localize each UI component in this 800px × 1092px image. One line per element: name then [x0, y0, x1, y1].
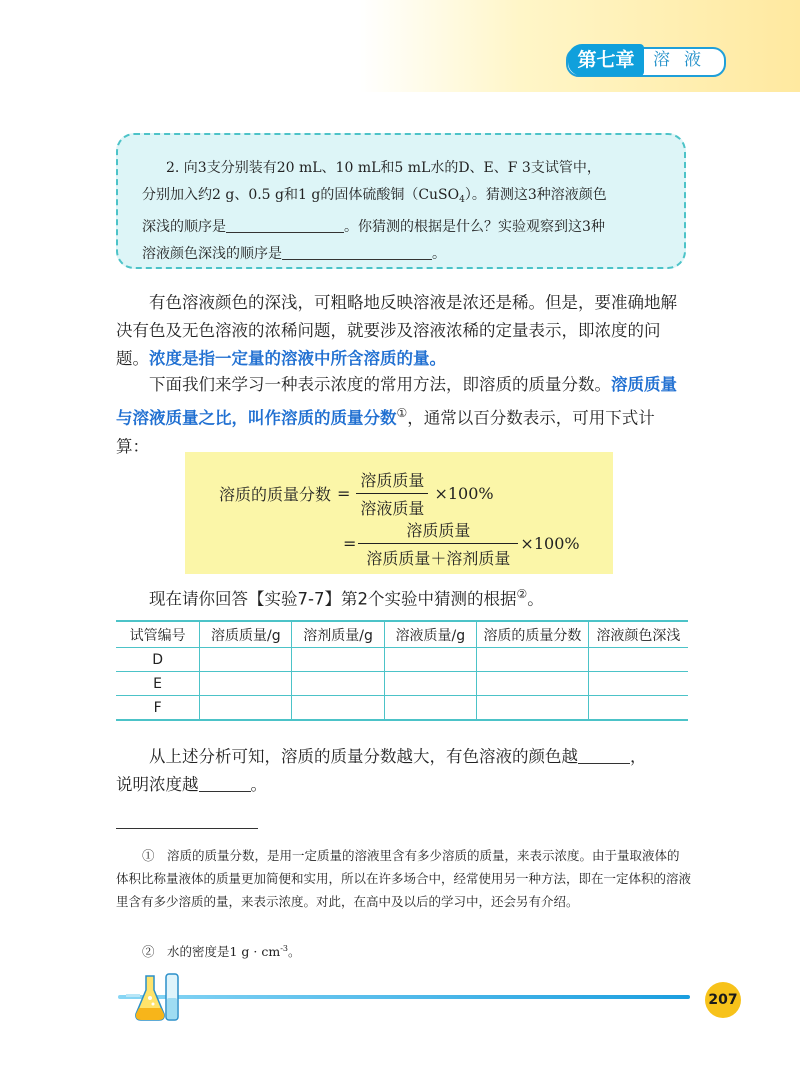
question-line-1: 2. 向3支分别装有20 mL、10 mL和5 mL水的D、E、F 3支试管中，	[166, 160, 601, 176]
table-cell[interactable]	[384, 648, 476, 672]
question-line-3a: 深浅的顺序是	[142, 219, 226, 235]
fraction-1-numerator: 溶质质量	[356, 468, 428, 494]
question-line-4	[142, 241, 656, 268]
table-cell[interactable]	[200, 648, 292, 672]
table-cell[interactable]	[588, 672, 688, 696]
formula-row-1	[219, 468, 494, 519]
formula-lhs: 溶质的质量分数	[219, 485, 332, 504]
formula-times-2: ×100%	[520, 534, 580, 553]
paragraph-2-highlight: 溶质质量与溶液质量之比，叫作溶质的质量分数	[116, 375, 677, 428]
footnote-divider	[116, 828, 258, 829]
paragraph-4-line-2	[116, 771, 686, 799]
footnote-2-text	[116, 937, 691, 963]
answer-blank-order-observed[interactable]	[282, 241, 432, 260]
page-number-badge: 207	[705, 982, 741, 1018]
table-header-cell: 溶质的质量分数	[477, 621, 589, 648]
paragraph-4-period: 。	[250, 775, 267, 794]
paragraph-4-comma: ，	[630, 747, 647, 766]
fraction-2-numerator: 溶质质量	[358, 518, 518, 544]
table-cell[interactable]	[292, 696, 384, 721]
table-row	[116, 648, 688, 672]
paragraph-4-line2: 说明浓度越	[116, 775, 199, 794]
table-cell[interactable]	[292, 672, 384, 696]
subscript-4: 4	[459, 195, 465, 205]
table-cell[interactable]	[200, 672, 292, 696]
chapter-number: 第七章	[568, 44, 644, 76]
footnote-2	[116, 937, 691, 963]
paragraph-1-text: 有色溶液颜色的深浅，可粗略地反映溶液是浓还是稀。但是，要准确地解决有色及无色溶液的浓稀问题，就要涉及溶液浓稀的定量表示，即浓度的问题。	[116, 293, 677, 368]
question-line-4a: 溶液颜色深浅的顺序是	[142, 246, 282, 262]
table-cell-tube: E	[116, 672, 200, 696]
bottom-rule	[118, 995, 690, 999]
beaker-flask-icon	[124, 968, 188, 1024]
paragraph-4-line1: 从上述分析可知，溶质的质量分数越大，有色溶液的颜色越	[149, 747, 578, 766]
formula-equals-2: =	[343, 534, 357, 553]
table-header-cell: 溶剂质量/g	[292, 621, 384, 648]
formula-row-2	[343, 518, 580, 569]
table-header-row	[116, 621, 688, 648]
answer-blank-concentration[interactable]	[199, 773, 251, 792]
table-cell[interactable]	[588, 696, 688, 721]
footnote-mark-1: ①	[396, 406, 408, 420]
fraction-1	[356, 468, 428, 519]
formula-box	[185, 452, 613, 574]
question-line-2	[142, 182, 656, 214]
data-table	[116, 620, 688, 721]
footnote-1-text: ① 溶质的质量分数，是用一定质量的溶液里含有多少溶质的质量，来表示浓度。由于量取液体的体积比称量液体的质量更加简便和实用，所以在许多场合中，经常使用另一种方法，即在一定体积的溶液里含有多少溶质的量，来表示浓度。对此，在高中及以后的学习中，还会另有介绍。	[116, 848, 692, 909]
question-line-4b: 。	[432, 246, 446, 262]
table-cell[interactable]	[200, 696, 292, 721]
paragraph-2-text-b: ，通常以百分数表示，可用下式计算：	[116, 408, 655, 456]
fraction-2-denominator: 溶质质量＋溶剂质量	[366, 549, 511, 568]
table-cell[interactable]	[477, 648, 589, 672]
chapter-title: 溶液	[653, 50, 715, 70]
table-header-cell: 试管编号	[116, 621, 200, 648]
footnote-2-superscript: -3	[280, 944, 288, 953]
question-line-2a: 分别加入约2 g、0.5 g和1 g的固体硫酸铜（CuSO	[142, 187, 460, 203]
table-header-cell: 溶液颜色深浅	[588, 621, 688, 648]
fraction-1-denominator: 溶液质量	[360, 499, 425, 518]
paragraph-1	[116, 289, 686, 373]
paragraph-3-end: 。	[527, 589, 544, 609]
table-cell[interactable]	[477, 696, 589, 721]
paragraph-2	[116, 371, 686, 461]
table-cell[interactable]	[384, 696, 476, 721]
paragraph-2-text-a: 下面我们来学习一种表示浓度的常用方法，即溶质的质量分数。	[149, 375, 611, 394]
table-cell-tube: D	[116, 648, 200, 672]
table-cell[interactable]	[292, 648, 384, 672]
table-row	[116, 696, 688, 721]
question-line-2b: ）。猜测这3种溶液颜色	[464, 187, 607, 203]
paragraph-3	[116, 580, 686, 614]
question-line-3b: 。你猜测的根据是什么？实验观察到这3种	[344, 219, 605, 235]
table-header-cell: 溶质质量/g	[200, 621, 292, 648]
formula-equals-1: =	[337, 484, 351, 503]
answer-blank-order-guess[interactable]	[226, 214, 344, 233]
footnote-2-a: ② 水的密度是1 g · cm	[142, 944, 281, 959]
footnote-2-b: 。	[288, 944, 301, 959]
formula-times-1: ×100%	[434, 484, 494, 503]
footnote-1	[116, 844, 691, 913]
header-band	[0, 0, 800, 92]
table-row	[116, 672, 688, 696]
paragraph-3-text: 现在请你回答【实验7-7】第2个实验中猜测的根据	[149, 589, 517, 609]
question-line-3	[142, 214, 656, 241]
table-cell[interactable]	[477, 672, 589, 696]
table-header-cell: 溶液质量/g	[384, 621, 476, 648]
fraction-2	[362, 518, 514, 569]
footnote-mark-2: ②	[516, 587, 528, 601]
answer-blank-color[interactable]	[578, 745, 630, 764]
question-box	[116, 133, 686, 269]
paragraph-4	[116, 743, 686, 771]
table-cell[interactable]	[384, 672, 476, 696]
table-cell-tube: F	[116, 696, 200, 721]
paragraph-1-highlight: 浓度是指一定量的溶液中所含溶质的量。	[149, 349, 446, 368]
table-cell[interactable]	[588, 648, 688, 672]
